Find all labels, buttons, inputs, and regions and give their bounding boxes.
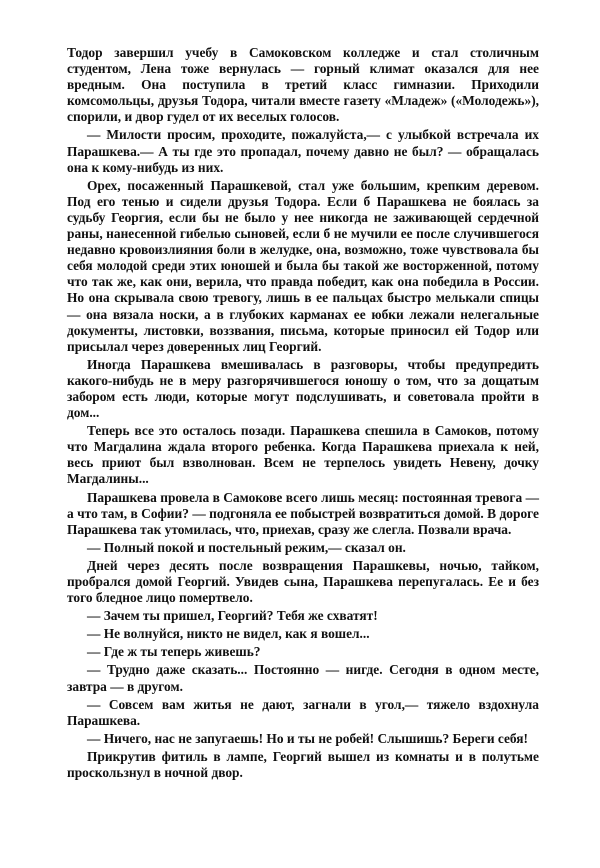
paragraph-14: — Ничего, нас не запугаешь! Но и ты не робей! Слышишь? Береги себя! (87, 730, 529, 746)
paragraph-8: Дней через десять после возвращения Парашкевы, ночью, тайком, пробрался домой Георгий. Увидев сына, Парашкева перепугалась. Ее и без того бледное лицо помертвело. (67, 557, 539, 606)
paragraph-2: — Милости просим, проходите, пожалуйста,— с улыбкой встречала их Парашкева.— А ты где это пропадал, почему давно не был? — обращалась она к кому-нибудь из них. (67, 127, 539, 175)
paragraph-10: — Не волнуйся, никто не видел, как я вошел... (87, 626, 370, 642)
paragraph-6: Парашкева провела в Самокове всего лишь месяц: постоянная тревога — а что там, в Софии? — подгоняла ее побыстрей возвратиться домой. В дороге Парашкева так утомилась, что, приехав, сразу же слегла. Позвали врача. (67, 489, 539, 537)
paragraph-15: Прикрутив фитиль в лампе, Георгий вышел из комнаты и в полутьме проскользнул в ночной двор. (67, 748, 539, 781)
book-page (67, 45, 539, 783)
paragraph-1: Тодор завершил учебу в Самоковском колледже и стал столичным студентом, Лена тоже вернулась — горный климат оказался для нее вредным. Она поступила в третий класс гимназии. Приходили комсомольцы, друзья Тодора, читали вместе газету «Младеж» («Молодежь»), спорили, и двор гудел от их веселых голосов. (67, 45, 539, 125)
paragraph-13: — Совсем вам житья не дают, загнали в угол,— тяжело вздохнула Парашкева. (67, 696, 539, 728)
paragraph-12: — Трудно даже сказать... Постоянно — нигде. Сегодня в одном месте, завтра — в другом. (67, 662, 539, 694)
paragraph-5: Теперь все это осталось позади. Парашкева спешила в Самоков, потому что Магдалина ждала второго ребенка. Когда Парашкева приехала к ней, весь приют был взволнован. Всем не терпелось увидеть Невену, дочку Магдалины... (67, 423, 539, 487)
paragraph-4: Иногда Парашкева вмешивалась в разговоры, чтобы предупредить какого-нибудь не в меру разгорячившегося юношу о том, что за дощатым забором есть люди, которые могут подслушивать, и советовала пройти в дом... (67, 356, 539, 421)
paragraph-9: — Зачем ты пришел, Георгий? Тебя же схватят! (87, 608, 378, 624)
paragraph-7: — Полный покой и постельный режим,— сказал он. (87, 539, 406, 555)
paragraph-11: — Где ж ты теперь живешь? (87, 644, 261, 660)
paragraph-3: Орех, посаженный Парашкевой, стал уже большим, крепким деревом. Под его тенью и сидели друзья Тодора. Если б Парашкева не боялась за судьбу Георгия, если бы не было у нее никогда не заживающей сердечной раны, нанесенной гибелью сыновей, если б не мучили ее после случившегося недавно кровоизлияния боли в желудке, она, возможно, тоже чувствовала бы себя молодой среди этих юношей и была бы такой же восторженной, потому что так же, как они, верила, что правда победит, как она победила в России. Но она скрывала свою тревогу, лишь в ее пальцах быстро мелькали спицы — она вязала носки, а в глубоких карманах ее юбки лежали нелегальные документы, листовки, воззвания, письма, которые приносил ей Тодор или присылал через доверенных лиц Георгий. (67, 177, 539, 354)
